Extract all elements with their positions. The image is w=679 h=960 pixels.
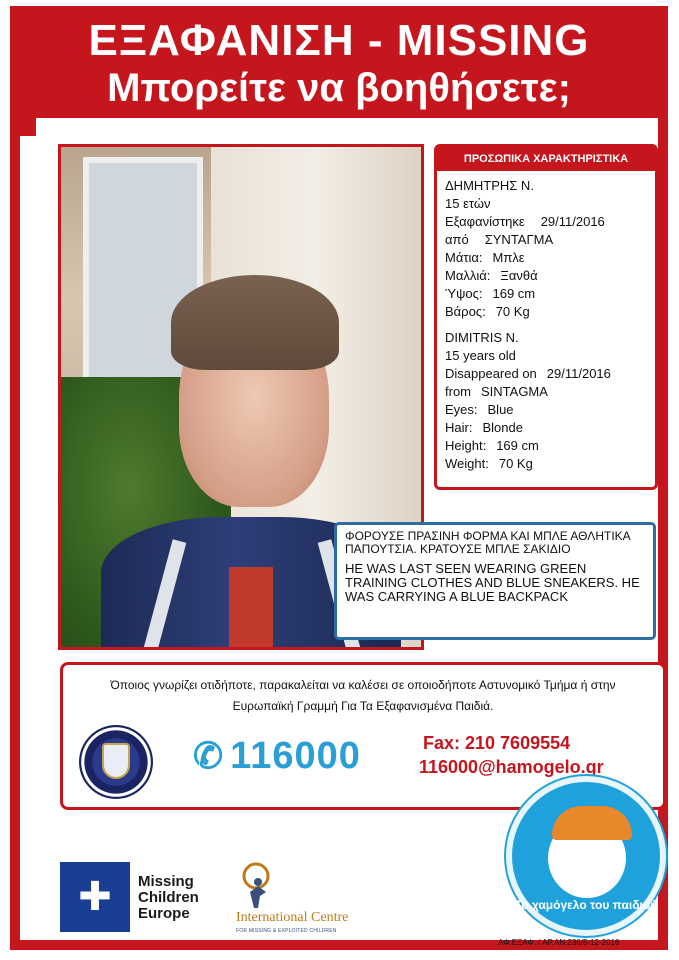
hotline-digits: 116000 xyxy=(230,735,361,777)
icmec-subtitle: FOR MISSING & EXPLOITED CHILDREN xyxy=(236,928,337,934)
title-banner xyxy=(10,6,668,118)
banner-tab xyxy=(10,118,36,136)
hellenic-police-logo xyxy=(79,725,153,799)
details-header: ΠΡΟΣΩΠΙΚΑ ΧΑΡΑΚΤΗΡΙΣΤΙΚΑ xyxy=(437,147,655,171)
height-label-english: Height: xyxy=(445,438,487,453)
clothing-description xyxy=(334,522,656,640)
contact-instruction-line2: Ευρωπαϊκή Γραμμή Για Τα Εξαφανισμένα Παιδιά. xyxy=(232,699,494,713)
poster-subtitle: Μπορείτε να βοηθήσετε; xyxy=(107,66,571,110)
phone-icon: ✆ xyxy=(193,735,225,776)
cap-icon xyxy=(552,806,632,840)
personal-details-panel xyxy=(434,144,658,490)
name-english: DIMITRIS N. xyxy=(445,330,519,345)
hair-value-greek: Ξανθά xyxy=(500,268,538,283)
mce-line2: Children xyxy=(138,889,199,906)
eyes-label-greek: Μάτια: xyxy=(445,250,483,265)
weight-label-greek: Βάρος: xyxy=(445,304,486,319)
disappeared-label-greek: Εξαφανίστηκε xyxy=(445,214,525,229)
icmec-name: International Centre xyxy=(236,910,349,925)
eyes-value-english: Blue xyxy=(487,402,514,417)
mce-line1: Missing xyxy=(138,873,194,890)
hotline-number[interactable] xyxy=(193,735,361,778)
poster-title: ΕΞΑΦΑΝΙΣΗ - MISSING xyxy=(88,16,590,65)
weight-value-english: 70 Kg xyxy=(498,456,533,471)
contact-instruction-line1: Όποιος γνωρίζει οτιδήποτε, παρακαλείται να καλέσει σε οποιοδήποτε Αστυνομικό Τμήμα ή στην xyxy=(110,678,616,692)
age-english: 15 years old xyxy=(445,348,516,363)
height-label-greek: Ύψος: xyxy=(445,286,483,301)
hair-label-greek: Μαλλιά: xyxy=(445,268,491,283)
smile-of-the-child-logo xyxy=(506,776,666,936)
weight-value-greek: 70 Kg xyxy=(495,304,530,319)
disappeared-label-english: Disappeared on xyxy=(445,366,537,381)
name-greek: ΔΗΜΗΤΡΗΣ Ν. xyxy=(445,178,534,193)
clothing-english: HE WAS LAST SEEN WEARING GREEN TRAINING CLOTHES AND BLUE SNEAKERS. HE WAS CARRYING A BLUE BACKPACK xyxy=(345,561,640,604)
icmec-figure-icon xyxy=(236,862,276,910)
from-value-english: SINTAGMA xyxy=(481,384,548,399)
clothing-greek: ΦΟΡΟΥΣΕ ΠΡΑΣΙΝΗ ΦΟΡΜΑ ΚΑΙ ΜΠΛΕ ΑΘΛΗΤΙΚΑ ΠΑΠΟΥΤΣΙΑ. ΚΡΑΤΟΥΣΕ ΜΠΛΕ ΣΑΚΙΔΙΟ xyxy=(345,529,630,556)
contact-email[interactable]: 116000@hamogelo.gr xyxy=(419,757,604,777)
height-value-greek: 169 cm xyxy=(492,286,536,301)
disappeared-date-english: 29/11/2016 xyxy=(546,366,611,381)
from-label-greek: από xyxy=(445,232,469,247)
age-greek: 15 ετών xyxy=(445,196,491,211)
puzzle-icon: ✚ xyxy=(60,862,130,932)
mce-line3: Europe xyxy=(138,905,190,922)
hair-label-english: Hair: xyxy=(445,420,473,435)
height-value-english: 169 cm xyxy=(496,438,539,453)
from-label-english: from xyxy=(445,384,471,399)
smile-logo-text: Το χαμόγελο του παιδιού xyxy=(514,898,658,912)
eyes-label-english: Eyes: xyxy=(445,402,478,417)
eyes-value-greek: Μπλε xyxy=(492,250,525,265)
hair-value-english: Blonde xyxy=(482,420,523,435)
weight-label-english: Weight: xyxy=(445,456,489,471)
from-value-greek: ΣΥΝΤΑΓΜΑ xyxy=(484,232,554,247)
fax-number: Fax: 210 7609554 xyxy=(423,733,571,753)
disappeared-date-greek: 29/11/2016 xyxy=(540,214,605,229)
reference-number: ΑΦ.ΕΞΑΦ. / ΑΡ.ΑΝ.236/5-12-2016 xyxy=(498,938,620,947)
missing-children-europe-logo xyxy=(138,874,199,922)
